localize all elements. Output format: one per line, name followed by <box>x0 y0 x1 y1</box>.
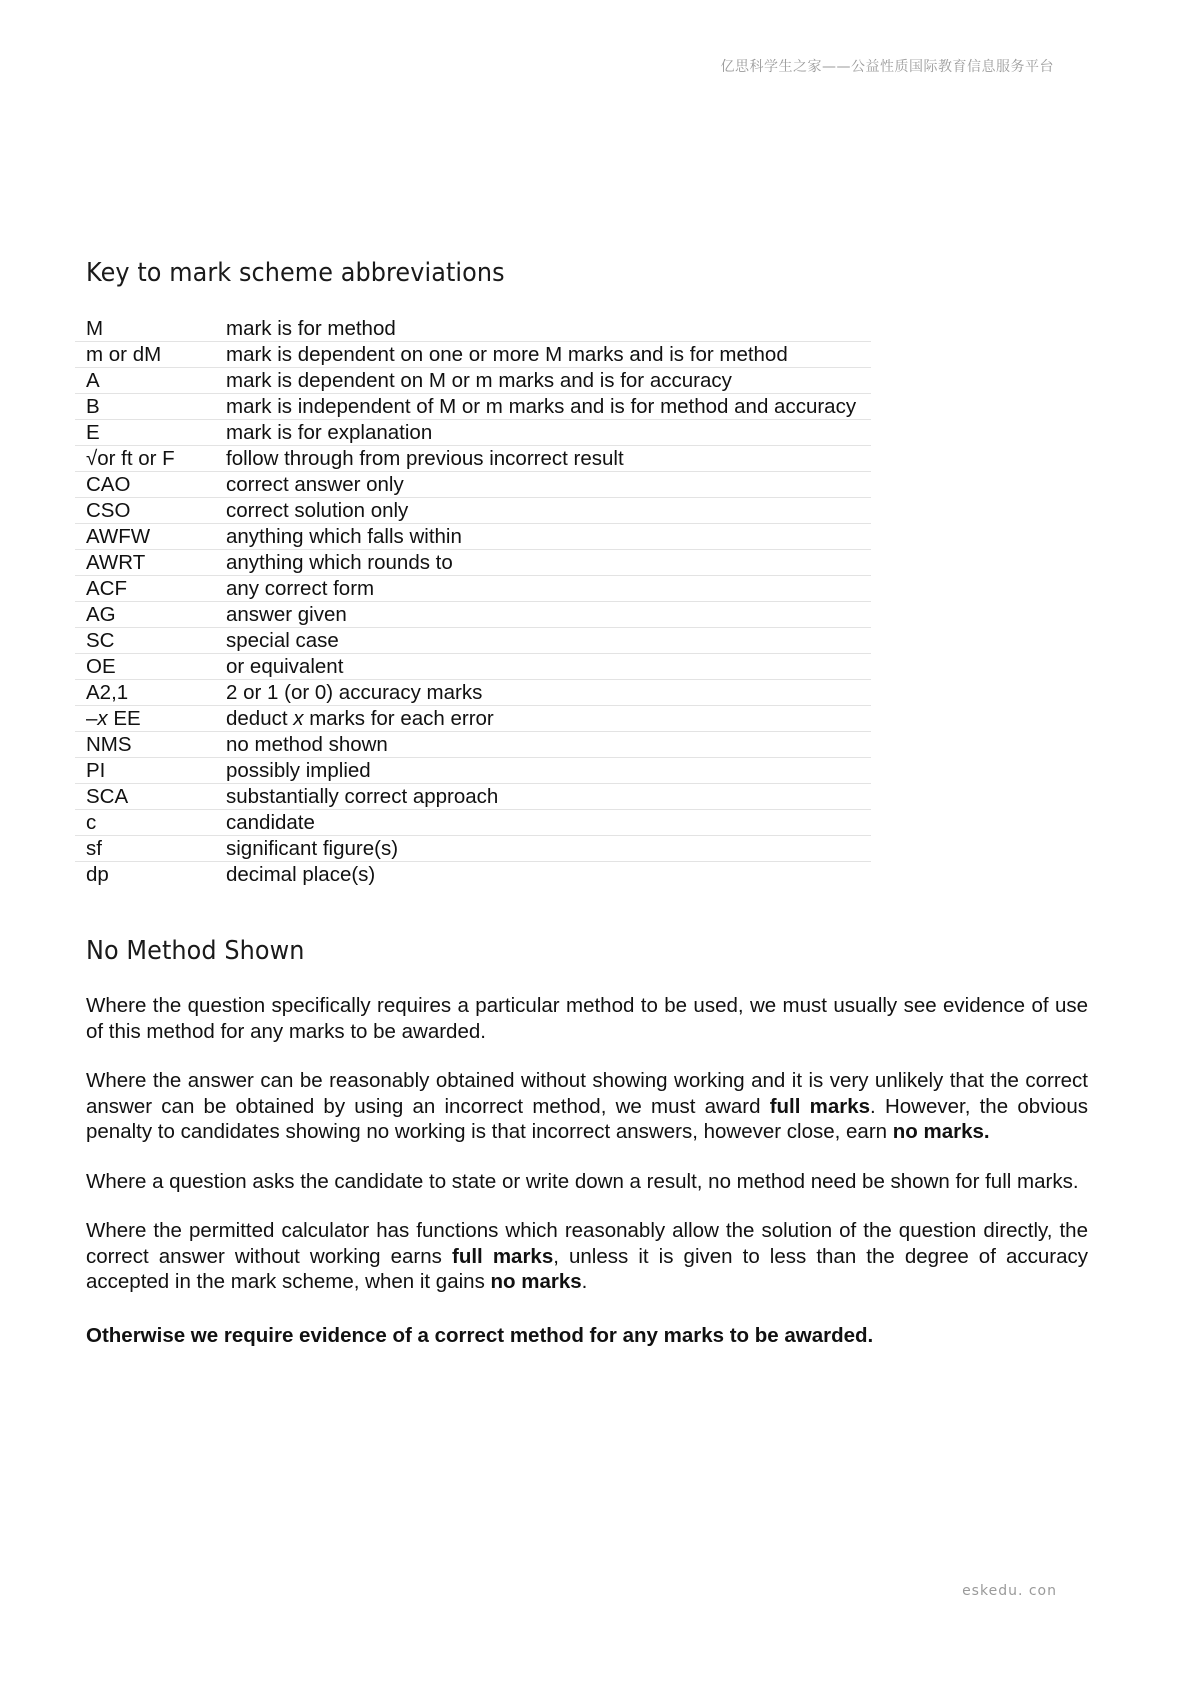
table-row <box>75 810 871 836</box>
abbreviations-table <box>75 316 871 887</box>
table-row <box>75 394 871 420</box>
abbreviation-code: m or dM <box>75 342 215 368</box>
nms-p2-bold-full-marks: full marks <box>769 1094 871 1118</box>
nms-paragraph-3: Where a question asks the candidate to state or write down a result, no method need be shown for full marks. <box>86 1169 1079 1193</box>
nms-p4-bold-no-marks: no marks <box>490 1270 582 1293</box>
abbreviation-meaning: mark is dependent on M or m marks and is for accuracy <box>215 368 871 394</box>
abbreviation-code: c <box>75 810 215 836</box>
meaning-suffix: marks for each error <box>303 707 494 730</box>
abbreviation-meaning <box>215 706 871 732</box>
table-row <box>75 550 871 576</box>
abbreviation-meaning: mark is for method <box>215 316 871 342</box>
abbreviation-meaning: special case <box>215 628 871 654</box>
abbreviation-code: sf <box>75 836 215 862</box>
abbreviation-code: AG <box>75 602 215 628</box>
table-row <box>75 836 871 862</box>
table-row <box>75 472 871 498</box>
nms-p5-bold: Otherwise we require evidence of a correct method for any marks to be awarded. <box>86 1323 874 1347</box>
page-content <box>86 258 1088 1348</box>
nms-section-title: No Method Shown <box>86 936 305 966</box>
table-row <box>75 784 871 810</box>
abbreviation-meaning: no method shown <box>215 732 871 758</box>
abbreviation-meaning: mark is independent of M or m marks and is for method and accuracy <box>215 394 871 420</box>
abbreviation-code: dp <box>86 863 109 886</box>
table-row <box>75 732 871 758</box>
abbreviation-meaning: 2 or 1 (or 0) accuracy marks <box>215 680 871 706</box>
abbreviation-code: SC <box>75 628 215 654</box>
nms-p4-text: Where the permitted calculator has functions which reasonably allow the solution of the question directly, the correct answer without working earns <box>86 1219 1088 1268</box>
abbreviation-meaning: any correct form <box>215 576 871 602</box>
table-row <box>75 342 871 368</box>
nms-paragraph-4 <box>86 1218 1088 1295</box>
table-row <box>75 368 871 394</box>
abbreviation-code: CAO <box>75 472 215 498</box>
code-variable: x <box>97 707 108 730</box>
abbreviation-code: E <box>75 420 215 446</box>
header-watermark: 亿思科学生之家——公益性质国际教育信息服务平台 <box>720 59 1054 75</box>
abbreviation-meaning: substantially correct approach <box>215 784 871 810</box>
abbreviation-meaning: mark is for explanation <box>215 420 871 446</box>
table-row <box>75 524 871 550</box>
abbreviation-code: ACF <box>75 576 215 602</box>
key-section-title: Key to mark scheme abbreviations <box>86 258 505 288</box>
abbreviation-meaning: mark is dependent on one or more M marks and is for method <box>215 342 871 368</box>
nms-p2-text: Where the answer can be reasonably obtained without showing working and it is very unlikely that the correct answer can be obtained by using an incorrect method, we must award <box>86 1069 1088 1118</box>
abbreviation-code: A2,1 <box>75 680 215 706</box>
abbreviation-code: NMS <box>75 732 215 758</box>
abbreviation-meaning: anything which rounds to <box>215 550 871 576</box>
abbreviation-code: OE <box>75 654 215 680</box>
abbreviation-code <box>75 706 215 732</box>
meaning-variable: x <box>293 707 304 730</box>
table-row <box>75 316 871 342</box>
table-row <box>75 498 871 524</box>
footer-site: eskedu. con <box>962 1583 1057 1599</box>
table-row <box>75 862 871 888</box>
abbreviation-code: PI <box>75 758 215 784</box>
nms-p4-text: , unless it is given to less than the degree of accuracy accepted in the mark scheme, when it gains <box>86 1244 1088 1293</box>
abbreviation-meaning: correct answer only <box>215 472 871 498</box>
table-row <box>75 576 871 602</box>
table-row <box>75 420 871 446</box>
code-prefix: – <box>86 707 98 730</box>
nms-p4-bold-full-marks: full marks <box>452 1244 554 1268</box>
abbreviation-code: SCA <box>75 784 215 810</box>
nms-paragraph-2 <box>86 1068 1088 1145</box>
abbreviation-code: A <box>75 368 215 394</box>
nms-p2-bold-no-marks: no marks. <box>892 1120 990 1143</box>
abbreviation-meaning: significant figure(s) <box>215 836 871 862</box>
abbreviation-meaning: or equivalent <box>215 654 871 680</box>
table-row <box>75 654 871 680</box>
abbreviation-code: AWFW <box>75 524 215 550</box>
abbreviation-code: B <box>75 394 215 420</box>
abbreviation-meaning: follow through from previous incorrect result <box>215 446 871 472</box>
abbreviation-meaning: correct solution only <box>215 498 871 524</box>
meaning-prefix: deduct <box>226 707 294 730</box>
code-suffix: EE <box>107 707 141 730</box>
nms-paragraph-5 <box>86 1323 1088 1349</box>
nms-p4-text: . <box>581 1270 588 1293</box>
table-row <box>75 706 871 732</box>
table-row <box>75 758 871 784</box>
abbreviation-code: M <box>75 316 215 342</box>
nms-paragraph-1: Where the question specifically requires a particular method to be used, we must usually see evidence of use of this method for any marks to be awarded. <box>86 994 1088 1043</box>
nms-p2-text: . However, the obvious penalty to candidates showing no working is that incorrect answers, however close, earn <box>86 1094 1088 1143</box>
abbreviation-meaning: answer given <box>215 602 871 628</box>
table-row <box>75 628 871 654</box>
table-row <box>75 602 871 628</box>
abbreviation-meaning: possibly implied <box>215 758 871 784</box>
abbreviation-meaning: candidate <box>215 810 871 836</box>
abbreviation-code: CSO <box>75 498 215 524</box>
table-row <box>75 446 871 472</box>
abbreviation-meaning: decimal place(s) <box>226 863 376 886</box>
abbreviation-code: AWRT <box>75 550 215 576</box>
abbreviation-meaning: anything which falls within <box>215 524 871 550</box>
abbreviation-code: √or ft or F <box>75 446 215 472</box>
table-row <box>75 680 871 706</box>
